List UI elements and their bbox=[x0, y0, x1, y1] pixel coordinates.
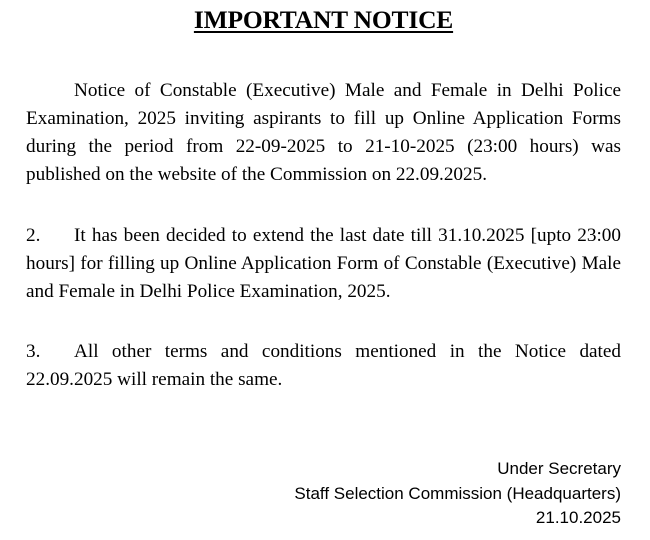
paragraph-2-number: 2. bbox=[26, 225, 41, 246]
paragraph-2-text: It has been decided to extend the last date till 31.10.2025 [upto 23:00 hours] for filling up Online Application Form of Constable (Executive) Male and Female in Delhi Police Examination, 2025. bbox=[26, 225, 621, 302]
paragraph-3-text: All other terms and conditions mentioned in the Notice dated 22.09.2025 will remain the same. bbox=[26, 341, 621, 390]
paragraph-1-text: Notice of Constable (Executive) Male and Female in Delhi Police Examination, 2025 inviting aspirants to fill up Online Application Forms during the period from 22-09-2025 to 21-10-2025 (23:00 hours) was published on the website of the Commission on 22.09.2025. bbox=[26, 80, 621, 185]
notice-document bbox=[26, 0, 621, 394]
signature-block bbox=[294, 457, 621, 531]
signature-date: 21.10.2025 bbox=[535, 508, 621, 527]
notice-title bbox=[26, 6, 621, 34]
signature-designation: Under Secretary bbox=[497, 459, 621, 478]
paragraph-3-number: 3. bbox=[26, 341, 41, 362]
signature-organization: Staff Selection Commission (Headquarters) bbox=[294, 483, 621, 503]
paragraph-2 bbox=[26, 222, 621, 306]
paragraph-3 bbox=[26, 338, 621, 394]
notice-title-text: IMPORTANT NOTICE bbox=[193, 5, 454, 34]
paragraph-1 bbox=[26, 77, 621, 189]
